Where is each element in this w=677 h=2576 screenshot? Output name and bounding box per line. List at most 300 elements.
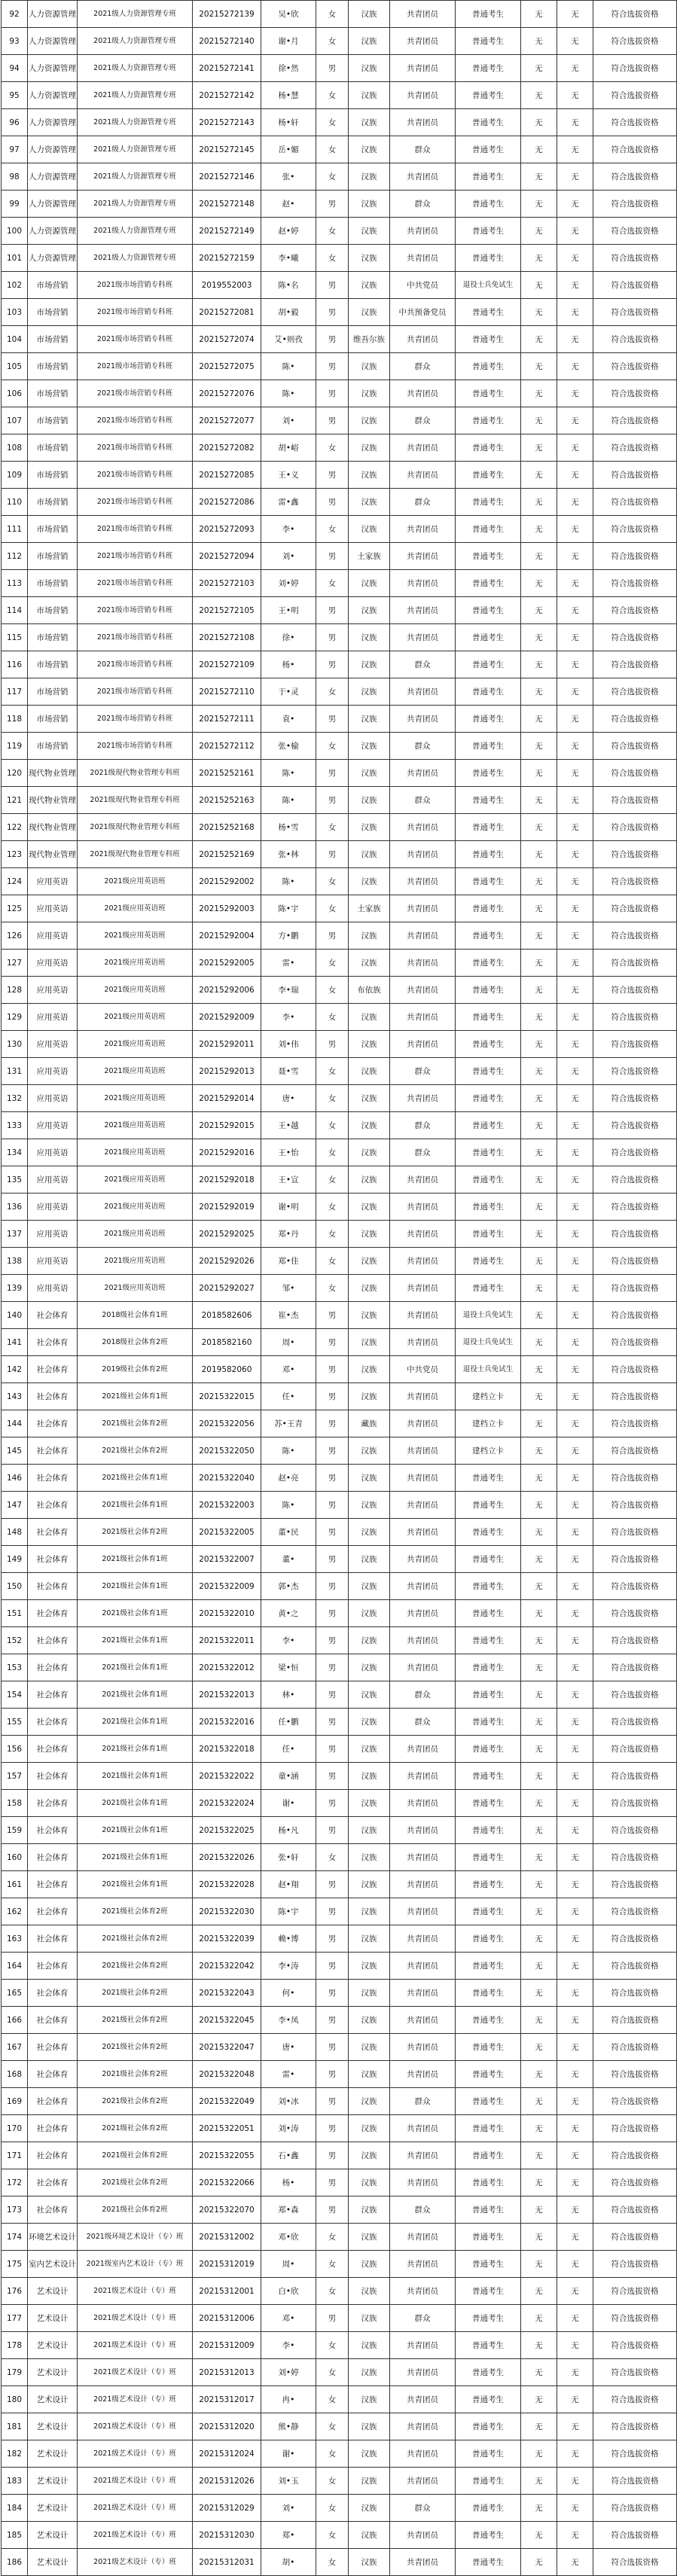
political-status-cell: 共青团员 [390,28,456,55]
column-11-cell: 无 [557,543,593,570]
major-cell: 市场营销 [28,272,78,299]
student-id-cell: 20215292019 [193,1193,261,1221]
eligibility-status-cell: 符合选拔资格 [593,1953,677,1980]
column-10-cell: 无 [521,163,557,191]
major-cell: 市场营销 [28,407,78,434]
gender-cell: 男 [316,1410,349,1437]
candidate-type-cell: 普通考生 [456,1790,521,1817]
row-number-cell: 132 [2,1085,28,1112]
column-10-cell: 无 [521,922,557,950]
candidate-type-cell: 普通考生 [456,977,521,1004]
candidate-table [1,0,677,2576]
column-10-cell: 无 [521,1817,557,1844]
column-10-cell: 无 [521,1248,557,1275]
major-cell: 艺术设计 [28,2332,78,2359]
column-10-cell: 无 [521,1519,557,1546]
column-10-cell: 无 [521,136,557,163]
column-10-cell: 无 [521,1871,557,1898]
gender-cell: 男 [316,760,349,787]
student-name-cell: 郑•佳 [261,1248,316,1275]
major-cell: 社会体育 [28,1573,78,1600]
column-11-cell: 无 [557,516,593,543]
political-status-cell: 共青团员 [390,678,456,706]
column-10-cell: 无 [521,2495,557,2522]
row-number-cell: 148 [2,1519,28,1546]
political-status-cell: 共青团员 [390,1221,456,1248]
row-number-cell: 117 [2,678,28,706]
candidate-type-cell: 普通考生 [456,82,521,109]
column-11-cell: 无 [557,651,593,678]
student-name-cell: 陈• [261,1492,316,1519]
major-cell: 社会体育 [28,1790,78,1817]
gender-cell: 男 [316,2034,349,2061]
ethnicity-cell: 汉族 [349,1031,390,1058]
student-name-cell: 唐• [261,2034,316,2061]
candidate-type-cell: 普通考生 [456,1681,521,1709]
political-status-cell: 群众 [390,2088,456,2115]
candidate-type-cell: 退役士兵免试生 [456,1356,521,1383]
table-row [2,977,677,1004]
student-id-cell: 20215272145 [193,136,261,163]
table-row [2,1031,677,1058]
table-row [2,2386,677,2413]
ethnicity-cell: 汉族 [349,2251,390,2278]
table-row [2,55,677,82]
class-name-cell: 2021级人力资源管理专班 [78,218,193,245]
column-10-cell: 无 [521,1898,557,1925]
gender-cell: 女 [316,2413,349,2440]
candidate-type-cell: 普通考生 [456,1736,521,1763]
column-11-cell: 无 [557,2549,593,2576]
major-cell: 社会体育 [28,1736,78,1763]
political-status-cell: 共青团员 [390,1383,456,1410]
column-10-cell: 无 [521,1410,557,1437]
column-11-cell: 无 [557,922,593,950]
candidate-type-cell: 普通考生 [456,136,521,163]
column-10-cell: 无 [521,706,557,733]
column-10-cell: 无 [521,2413,557,2440]
student-name-cell: 岳•媚 [261,136,316,163]
column-11-cell: 无 [557,2522,593,2549]
political-status-cell: 群众 [390,787,456,814]
row-number-cell: 112 [2,543,28,570]
ethnicity-cell: 汉族 [349,1817,390,1844]
row-number-cell: 106 [2,380,28,407]
class-name-cell: 2021级艺术设计（专）班 [78,2440,193,2468]
major-cell: 社会体育 [28,1925,78,1953]
column-11-cell: 无 [557,191,593,218]
student-name-cell: 冉• [261,2386,316,2413]
ethnicity-cell: 藏族 [349,1410,390,1437]
class-name-cell: 2021级人力资源管理专班 [78,163,193,191]
column-11-cell: 无 [557,760,593,787]
major-cell: 社会体育 [28,1546,78,1573]
eligibility-status-cell: 符合选拔资格 [593,272,677,299]
row-number-cell: 122 [2,814,28,841]
column-10-cell: 无 [521,2142,557,2169]
table-row [2,2169,677,2196]
major-cell: 艺术设计 [28,2305,78,2332]
gender-cell: 男 [316,1627,349,1654]
column-10-cell: 无 [521,760,557,787]
gender-cell: 女 [316,570,349,597]
column-11-cell: 无 [557,1681,593,1709]
major-cell: 应用英语 [28,1221,78,1248]
ethnicity-cell: 汉族 [349,163,390,191]
column-10-cell: 无 [521,2224,557,2251]
row-number-cell: 175 [2,2251,28,2278]
eligibility-status-cell: 符合选拔资格 [593,2332,677,2359]
student-id-cell: 20215322005 [193,1519,261,1546]
ethnicity-cell: 汉族 [349,1681,390,1709]
student-name-cell: 刘•婷 [261,2359,316,2386]
student-id-cell: 20215322070 [193,2196,261,2224]
major-cell: 社会体育 [28,1953,78,1980]
table-row [2,2440,677,2468]
major-cell: 社会体育 [28,1681,78,1709]
political-status-cell: 共青团员 [390,706,456,733]
eligibility-status-cell: 符合选拔资格 [593,2278,677,2305]
eligibility-status-cell: 符合选拔资格 [593,1844,677,1871]
major-cell: 社会体育 [28,2034,78,2061]
eligibility-status-cell: 符合选拔资格 [593,462,677,489]
row-number-cell: 114 [2,597,28,624]
major-cell: 艺术设计 [28,2495,78,2522]
column-10-cell: 无 [521,1112,557,1139]
column-10-cell: 无 [521,2115,557,2142]
political-status-cell: 群众 [390,2305,456,2332]
class-name-cell: 2021级应用英语班 [78,1031,193,1058]
political-status-cell: 共青团员 [390,2359,456,2386]
column-11-cell: 无 [557,1329,593,1356]
major-cell: 艺术设计 [28,2440,78,2468]
column-10-cell: 无 [521,1193,557,1221]
political-status-cell: 群众 [390,1139,456,1166]
major-cell: 人力资源管理 [28,163,78,191]
candidate-type-cell: 普通考生 [456,2034,521,2061]
ethnicity-cell: 汉族 [349,1004,390,1031]
ethnicity-cell: 汉族 [349,2034,390,2061]
major-cell: 市场营销 [28,489,78,516]
major-cell: 人力资源管理 [28,136,78,163]
column-11-cell: 无 [557,462,593,489]
column-11-cell: 无 [557,1058,593,1085]
gender-cell: 女 [316,2549,349,2576]
class-name-cell: 2021级市场营销专科班 [78,597,193,624]
row-number-cell: 170 [2,2115,28,2142]
major-cell: 社会体育 [28,2196,78,2224]
eligibility-status-cell: 符合选拔资格 [593,1546,677,1573]
eligibility-status-cell: 符合选拔资格 [593,1871,677,1898]
political-status-cell: 共青团员 [390,326,456,353]
gender-cell: 男 [316,597,349,624]
column-11-cell: 无 [557,2034,593,2061]
row-number-cell: 142 [2,1356,28,1383]
row-number-cell: 118 [2,706,28,733]
gender-cell: 女 [316,950,349,977]
eligibility-status-cell: 符合选拔资格 [593,353,677,380]
candidate-type-cell: 普通考生 [456,2305,521,2332]
student-id-cell: 2019582060 [193,1356,261,1383]
column-10-cell: 无 [521,2332,557,2359]
class-name-cell: 2021级艺术设计（专）班 [78,2278,193,2305]
column-10-cell: 无 [521,353,557,380]
column-11-cell: 无 [557,2061,593,2088]
column-10-cell: 无 [521,218,557,245]
political-status-cell: 共青团员 [390,2440,456,2468]
class-name-cell: 2021级现代物业管理专科班 [78,814,193,841]
eligibility-status-cell: 符合选拔资格 [593,651,677,678]
column-10-cell: 无 [521,462,557,489]
candidate-type-cell: 普通考生 [456,1275,521,1302]
candidate-type-cell: 普通考生 [456,1519,521,1546]
candidate-type-cell: 普通考生 [456,1085,521,1112]
political-status-cell: 共青团员 [390,2034,456,2061]
major-cell: 艺术设计 [28,2549,78,2576]
column-11-cell: 无 [557,1817,593,1844]
column-11-cell: 无 [557,624,593,651]
row-number-cell: 168 [2,2061,28,2088]
student-id-cell: 20215322025 [193,1817,261,1844]
candidate-type-cell: 普通考生 [456,570,521,597]
column-11-cell: 无 [557,2495,593,2522]
student-id-cell: 20215322040 [193,1465,261,1492]
student-name-cell: 李• [261,516,316,543]
column-11-cell: 无 [557,1573,593,1600]
ethnicity-cell: 汉族 [349,1790,390,1817]
political-status-cell: 共青团员 [390,1953,456,1980]
ethnicity-cell: 汉族 [349,407,390,434]
eligibility-status-cell: 符合选拔资格 [593,1898,677,1925]
major-cell: 社会体育 [28,2169,78,2196]
table-row [2,1356,677,1383]
table-row [2,814,677,841]
gender-cell: 女 [316,814,349,841]
gender-cell: 女 [316,82,349,109]
student-id-cell: 20215292013 [193,1058,261,1085]
political-status-cell: 共青团员 [390,1871,456,1898]
row-number-cell: 123 [2,841,28,868]
student-id-cell: 20215272139 [193,1,261,28]
student-name-cell: 李•凤 [261,2007,316,2034]
class-name-cell: 2021级人力资源管理专班 [78,28,193,55]
major-cell: 艺术设计 [28,2359,78,2386]
student-name-cell: 胡•毅 [261,299,316,326]
student-id-cell: 20215272146 [193,163,261,191]
student-name-cell: 刘•冰 [261,2088,316,2115]
gender-cell: 男 [316,1302,349,1329]
class-name-cell: 2021级应用英语班 [78,1058,193,1085]
student-id-cell: 20215292003 [193,895,261,922]
ethnicity-cell: 汉族 [349,489,390,516]
ethnicity-cell: 汉族 [349,2386,390,2413]
political-status-cell: 共青团员 [390,895,456,922]
column-10-cell: 无 [521,624,557,651]
political-status-cell: 共青团员 [390,1898,456,1925]
class-name-cell: 2021级应用英语班 [78,1275,193,1302]
major-cell: 社会体育 [28,1519,78,1546]
class-name-cell: 2021级市场营销专科班 [78,434,193,462]
ethnicity-cell: 汉族 [349,2115,390,2142]
student-id-cell: 20215272141 [193,55,261,82]
major-cell: 市场营销 [28,462,78,489]
major-cell: 社会体育 [28,1383,78,1410]
column-10-cell: 无 [521,1492,557,1519]
ethnicity-cell: 汉族 [349,678,390,706]
column-10-cell: 无 [521,2278,557,2305]
table-row [2,272,677,299]
gender-cell: 女 [316,1193,349,1221]
political-status-cell: 共青团员 [390,1329,456,1356]
major-cell: 现代物业管理 [28,814,78,841]
table-row [2,1790,677,1817]
student-name-cell: 雷• [261,2061,316,2088]
candidate-type-cell: 普通考生 [456,2332,521,2359]
ethnicity-cell: 汉族 [349,1,390,28]
table-row [2,2413,677,2440]
row-number-cell: 131 [2,1058,28,1085]
candidate-type-cell: 普通考生 [456,1898,521,1925]
eligibility-status-cell: 符合选拔资格 [593,55,677,82]
row-number-cell: 155 [2,1709,28,1736]
ethnicity-cell: 维吾尔族 [349,326,390,353]
eligibility-status-cell: 符合选拔资格 [593,82,677,109]
major-cell: 市场营销 [28,624,78,651]
major-cell: 社会体育 [28,2088,78,2115]
ethnicity-cell: 汉族 [349,1139,390,1166]
ethnicity-cell: 汉族 [349,2549,390,2576]
eligibility-status-cell: 符合选拔资格 [593,2196,677,2224]
ethnicity-cell: 汉族 [349,82,390,109]
political-status-cell: 共青团员 [390,597,456,624]
eligibility-status-cell: 符合选拔资格 [593,1627,677,1654]
gender-cell: 男 [316,1519,349,1546]
column-11-cell: 无 [557,299,593,326]
student-name-cell: 周• [261,1329,316,1356]
gender-cell: 男 [316,2007,349,2034]
student-name-cell: 刘• [261,543,316,570]
major-cell: 应用英语 [28,1058,78,1085]
ethnicity-cell: 汉族 [349,1221,390,1248]
eligibility-status-cell: 符合选拔资格 [593,1383,677,1410]
column-11-cell: 无 [557,1627,593,1654]
student-id-cell: 20215322015 [193,1383,261,1410]
gender-cell: 男 [316,1817,349,1844]
table-row [2,245,677,272]
column-10-cell: 无 [521,1356,557,1383]
column-11-cell: 无 [557,2169,593,2196]
candidate-type-cell: 普通考生 [456,733,521,760]
eligibility-status-cell: 符合选拔资格 [593,2115,677,2142]
column-11-cell: 无 [557,1,593,28]
student-id-cell: 20215322012 [193,1654,261,1681]
row-number-cell: 178 [2,2332,28,2359]
student-name-cell: 郑•丹 [261,1221,316,1248]
candidate-type-cell: 普通考生 [456,380,521,407]
class-name-cell: 2021级社会体育2班 [78,1410,193,1437]
student-id-cell: 20215252169 [193,841,261,868]
gender-cell: 男 [316,624,349,651]
student-id-cell: 20215272103 [193,570,261,597]
column-10-cell: 无 [521,2088,557,2115]
class-name-cell: 2021级社会体育1班 [78,1790,193,1817]
table-row [2,1519,677,1546]
class-name-cell: 2021级应用英语班 [78,1166,193,1193]
row-number-cell: 120 [2,760,28,787]
class-name-cell: 2021级应用英语班 [78,1112,193,1139]
major-cell: 市场营销 [28,733,78,760]
ethnicity-cell: 汉族 [349,109,390,136]
candidate-type-cell: 普通考生 [456,2413,521,2440]
table-row [2,2034,677,2061]
column-10-cell: 无 [521,1465,557,1492]
column-10-cell: 无 [521,1166,557,1193]
column-10-cell: 无 [521,2034,557,2061]
column-10-cell: 无 [521,55,557,82]
column-10-cell: 无 [521,1925,557,1953]
table-row [2,2359,677,2386]
student-name-cell: 张•榆 [261,733,316,760]
eligibility-status-cell: 符合选拔资格 [593,326,677,353]
row-number-cell: 93 [2,28,28,55]
student-name-cell: 刘• [261,407,316,434]
student-name-cell: 胡• [261,2549,316,2576]
student-name-cell: 李•涛 [261,1953,316,1980]
student-name-cell: 童•涵 [261,1763,316,1790]
student-name-cell: 张•林 [261,841,316,868]
table-row [2,82,677,109]
political-status-cell: 共青团员 [390,245,456,272]
column-11-cell: 无 [557,2440,593,2468]
major-cell: 社会体育 [28,1356,78,1383]
political-status-cell: 共青团员 [390,922,456,950]
row-number-cell: 109 [2,462,28,489]
major-cell: 社会体育 [28,1627,78,1654]
candidate-type-cell: 普通考生 [456,1221,521,1248]
student-id-cell: 20215272159 [193,245,261,272]
political-status-cell: 共青团员 [390,1519,456,1546]
eligibility-status-cell: 符合选拔资格 [593,1329,677,1356]
gender-cell: 女 [316,895,349,922]
table-row [2,1871,677,1898]
eligibility-status-cell: 符合选拔资格 [593,1085,677,1112]
column-11-cell: 无 [557,787,593,814]
candidate-type-cell: 普通考生 [456,1953,521,1980]
candidate-type-cell: 建档立卡 [456,1410,521,1437]
major-cell: 市场营销 [28,299,78,326]
major-cell: 应用英语 [28,868,78,895]
eligibility-status-cell: 符合选拔资格 [593,407,677,434]
column-10-cell: 无 [521,1329,557,1356]
major-cell: 市场营销 [28,434,78,462]
major-cell: 现代物业管理 [28,841,78,868]
ethnicity-cell: 汉族 [349,1844,390,1871]
row-number-cell: 172 [2,2169,28,2196]
column-11-cell: 无 [557,1356,593,1383]
class-name-cell: 2021级人力资源管理专班 [78,82,193,109]
class-name-cell: 2021级社会体育1班 [78,1546,193,1573]
gender-cell: 男 [316,1980,349,2007]
major-cell: 社会体育 [28,1600,78,1627]
student-id-cell: 2019552003 [193,272,261,299]
student-name-cell: 任•鹏 [261,1709,316,1736]
student-name-cell: 刘•伟 [261,1031,316,1058]
student-id-cell: 20215312009 [193,2332,261,2359]
column-11-cell: 无 [557,2088,593,2115]
ethnicity-cell: 汉族 [349,1166,390,1193]
major-cell: 人力资源管理 [28,191,78,218]
eligibility-status-cell: 符合选拔资格 [593,895,677,922]
